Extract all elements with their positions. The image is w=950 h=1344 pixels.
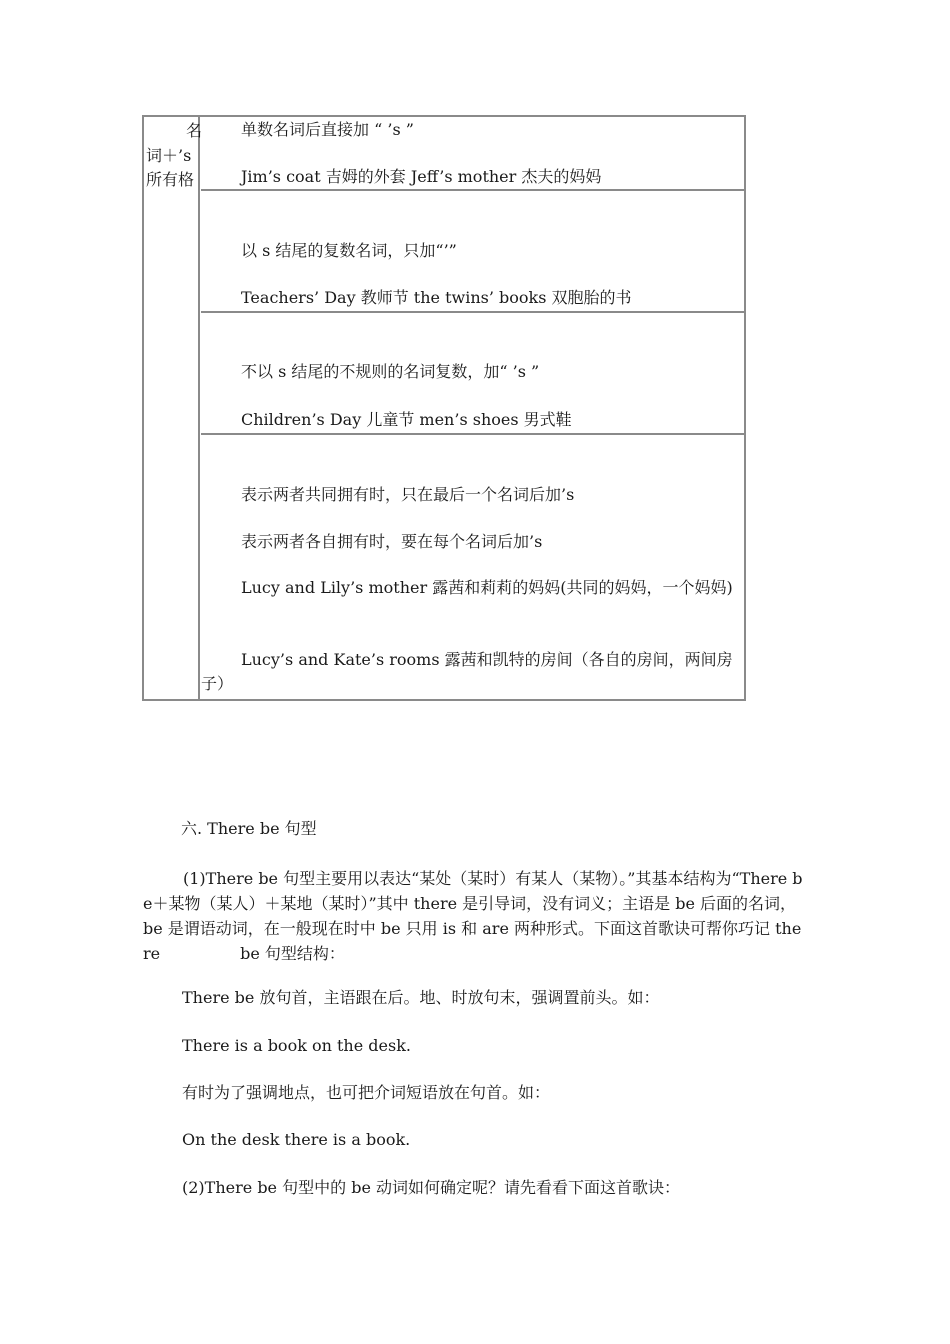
table-row [201,313,746,435]
rule-text: 表示两者共同拥有时，只在最后一个名词后加’s [241,485,575,504]
rule-text: 不以 s 结尾的不规则的名词复数，加“ ’s ” [241,362,540,381]
possessive-table [142,115,746,701]
example-text: Teachers’ Day 教师节 the twins’ books 双胞胎的书 [241,288,632,307]
example-text: Children’s Day 儿童节 men’s shoes 男式鞋 [241,410,572,429]
intro-text: (1)There be 句型主要用以表达“某处（某时）有某人（某物）。”其基本结构为“There be＋某物（某人）＋某地（某时）”其中 there 是引导词，没有词义；主语是 be 后面的名词， be 是谓语动词，在一般现在时中 be 只用 is 和 are 两种形式。下面这首歌诀可帮你巧记 there [143,869,803,963]
example-text: Jim’s coat 吉姆的外套 Jeff’s mother 杰夫的妈妈 [241,167,602,186]
section-heading: 六. There be 句型 [181,819,317,838]
note-text: 有时为了强调地点，也可把介词短语放在句首。如： [182,1083,551,1102]
rule-text: 表示两者各自拥有时，要在每个名词后加’s [241,532,543,551]
example-sentence: There is a book on the desk. [182,1036,411,1055]
rule-text: 单数名词后直接加 “ ’s ” [241,120,414,139]
rhyme-text: There be 放句首，主语跟在后。地、时放句末，强调置前头。如： [182,988,660,1007]
question-text: (2)There be 句型中的 be 动词如何确定呢？请先看看下面这首歌诀： [182,1178,680,1197]
table-row [201,435,746,701]
example-text: Lucy and Lily’s mother 露茜和莉莉的妈妈(共同的妈妈，一个妈妈) [241,578,733,597]
example-sentence: On the desk there is a book. [182,1130,411,1149]
table-row [201,117,746,191]
example-text: Lucy’s and Kate’s rooms 露茜和凯特的房间（各自的房间，两间房子） [201,650,733,693]
intro-text-end: be 句型结构： [240,944,345,963]
table-row-header-cell [144,117,203,699]
row-header-text: 名词＋’s所有格 [146,121,203,189]
intro-paragraph [143,866,807,966]
table-row [201,191,746,313]
rule-text: 以 s 结尾的复数名词，只加“’” [241,241,457,260]
